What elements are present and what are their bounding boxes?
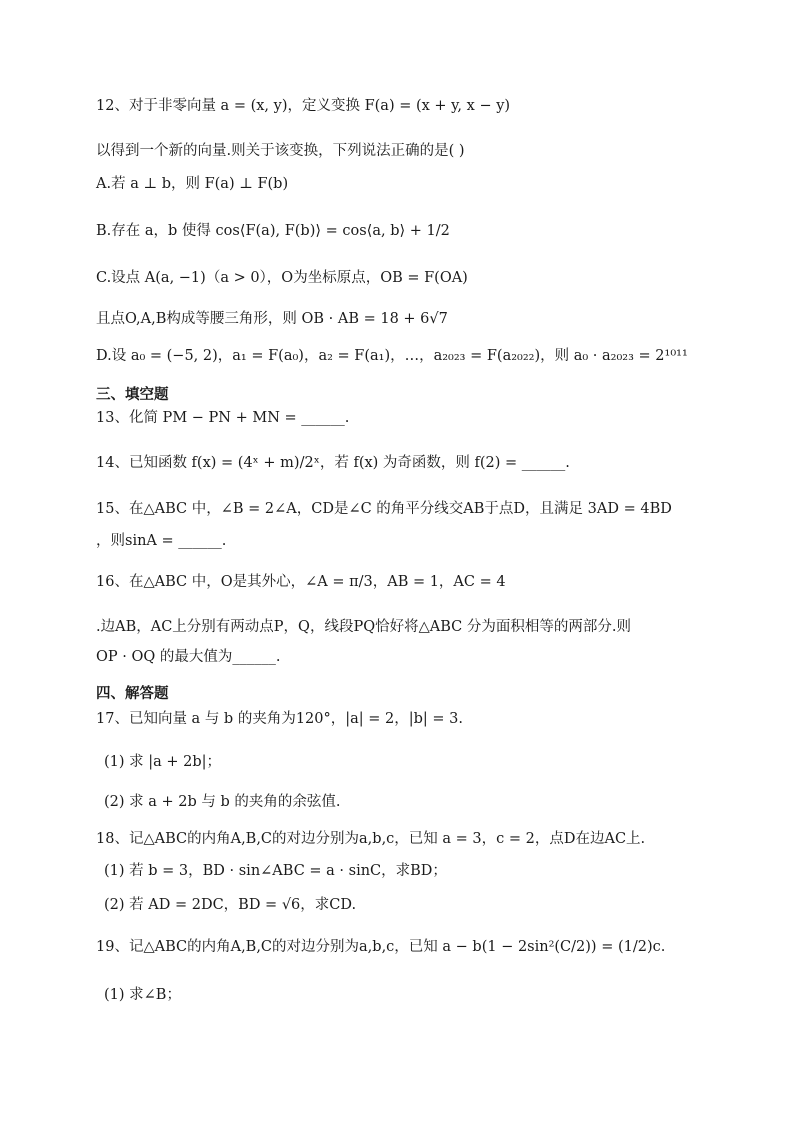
question-line: 17、已知向量 a 与 b 的夹角为120°，|a| = 2，|b| = 3. bbox=[96, 711, 464, 727]
question-line: 以得到一个新的向量.则关于该变换，下列说法正确的是( ) bbox=[96, 143, 465, 159]
question-line: 19、记△ABC的内角A,B,C的对边分别为a,b,c，已知 a − b(1 − 2sin²(C/2)) = (1/2)c. bbox=[96, 939, 666, 955]
question-line: 18、记△ABC的内角A,B,C的对边分别为a,b,c，已知 a = 3，c = 2，点D在边AC上. bbox=[96, 831, 646, 847]
question-line: C.设点 A(a, −1)（a > 0），O为坐标原点，OB = F(OA) bbox=[96, 270, 468, 286]
question-line: 16、在△ABC 中，O是其外心，∠A = π/3，AB = 1，AC = 4 bbox=[96, 574, 506, 590]
question-line: (2) 求 a + 2b 与 b 的夹角的余弦值. bbox=[104, 794, 341, 810]
section-heading: 三、填空题 bbox=[96, 387, 169, 403]
question-line: 12、对于非零向量 a = (x, y)，定义变换 F(a) = (x + y, x − y) bbox=[96, 98, 511, 114]
question-line: D.设 a₀ = (−5, 2)，a₁ = F(a₀)，a₂ = F(a₁)，…，a₂₀₂₃ = F(a₂₀₂₂)，则 a₀ · a₂₀₂₃ = 2¹⁰¹¹ bbox=[96, 348, 688, 364]
question-line: 13、化简 PM − PN + MN = ______. bbox=[96, 410, 350, 426]
question-line: B.存在 a，b 使得 cos⟨F(a), F(b)⟩ = cos⟨a, b⟩ + 1/2 bbox=[96, 223, 450, 239]
question-line: ，则sinA = ______. bbox=[96, 533, 227, 549]
question-line: (1) 求 |a + 2b|； bbox=[104, 754, 222, 770]
question-line: (2) 若 AD = 2DC，BD = √6，求CD. bbox=[104, 897, 357, 913]
question-line: .边AB，AC上分别有两动点P，Q，线段PQ恰好将△ABC 分为面积相等的两部分.则 bbox=[96, 619, 631, 635]
question-line: A.若 a ⊥ b，则 F(a) ⊥ F(b) bbox=[96, 176, 289, 192]
question-line: 14、已知函数 f(x) = (4ˣ + m)/2ˣ，若 f(x) 为奇函数，则 f(2) = ______. bbox=[96, 455, 570, 471]
question-line: (1) 求∠B； bbox=[104, 987, 181, 1003]
question-line: (1) 若 b = 3，BD · sin∠ABC = a · sinC，求BD； bbox=[104, 863, 447, 879]
section-heading: 四、解答题 bbox=[96, 686, 169, 702]
question-line: OP · OQ 的最大值为______. bbox=[96, 649, 281, 665]
question-line: 且点O,A,B构成等腰三角形，则 OB · AB = 18 + 6√7 bbox=[96, 311, 448, 327]
question-line: 15、在△ABC 中，∠B = 2∠A，CD是∠C 的角平分线交AB于点D，且满足 3AD = 4BD bbox=[96, 501, 672, 517]
